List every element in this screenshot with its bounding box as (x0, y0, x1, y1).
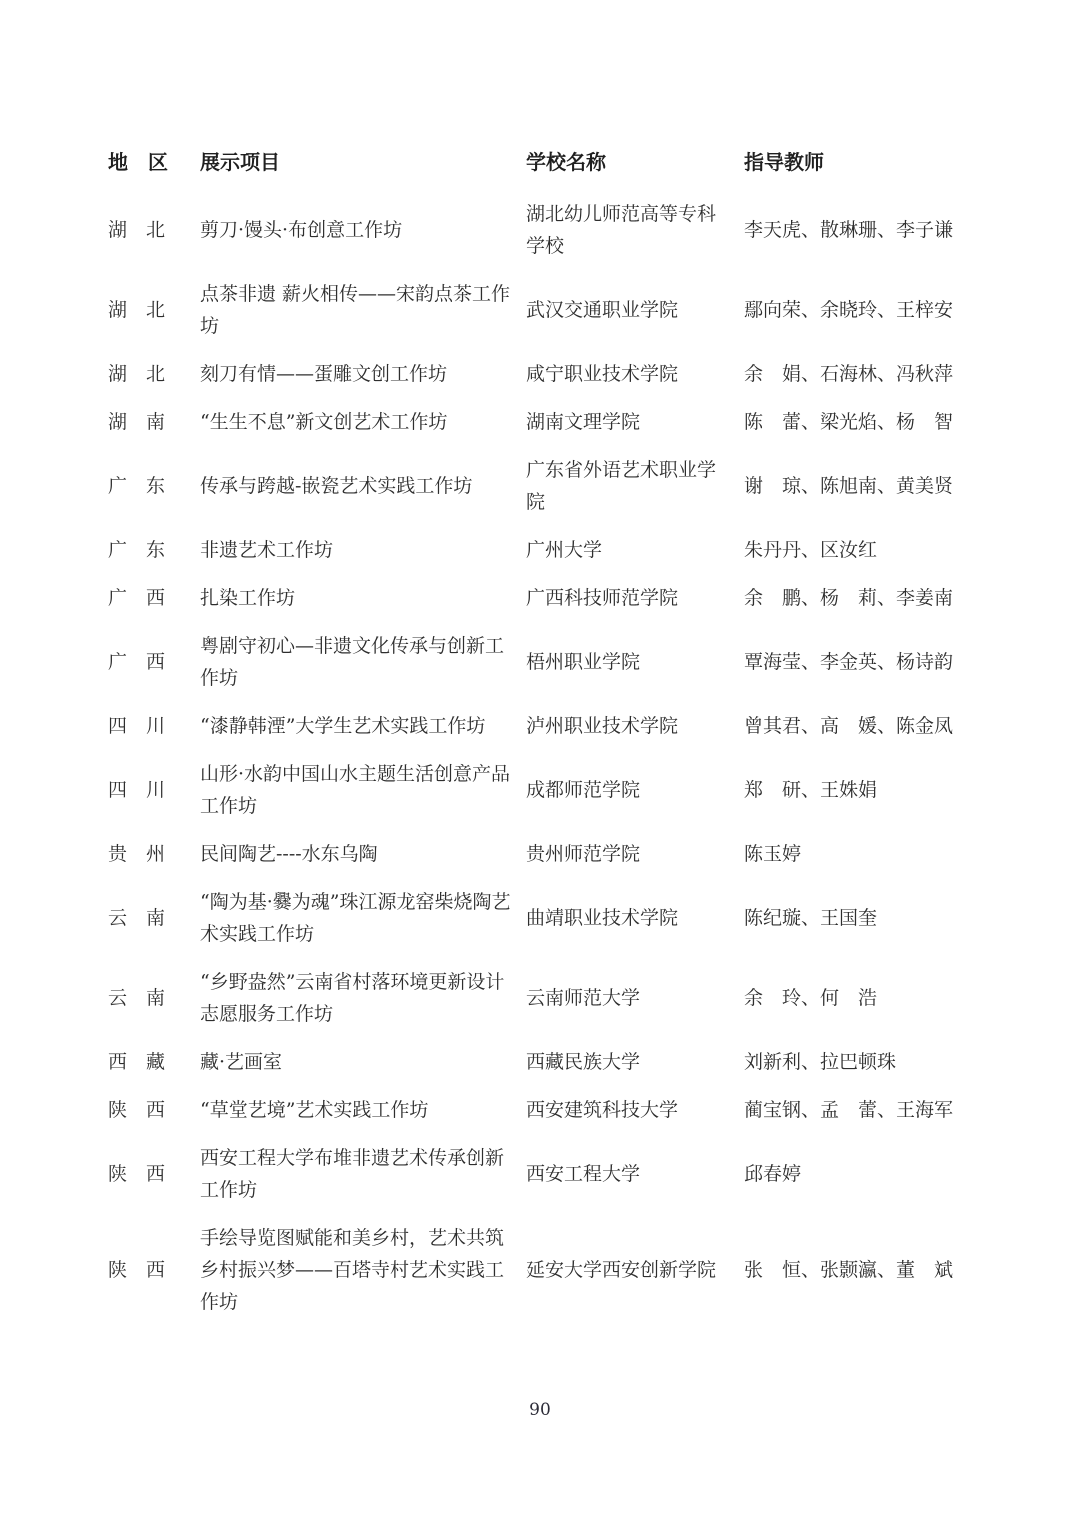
project-cell: 传承与跨越-嵌瓷艺术实践工作坊 (200, 475, 473, 497)
page-number: 90 (529, 1400, 551, 1420)
school-cell: 贵州师范学院 (526, 843, 641, 865)
table-row (108, 534, 970, 566)
region-cell: 广 东 (108, 475, 166, 497)
teachers-cell: 鄢向荣、余晓玲、王梓安 (744, 299, 954, 321)
teachers-cell: 朱丹丹、区汝红 (744, 539, 878, 561)
teachers-cell: 谢 琼、陈旭南、黄美贤 (744, 475, 954, 497)
table-header-row (108, 146, 970, 178)
header-project: 展示项目 (200, 150, 280, 174)
table-row (108, 966, 970, 1030)
school-cell: 西安建筑科技大学 (526, 1099, 679, 1121)
region-cell: 陕 西 (108, 1099, 166, 1121)
school-cell: 曲靖职业技术学院 (526, 907, 679, 929)
region-cell: 湖 北 (108, 219, 166, 241)
project-cell: “草堂艺境”艺术实践工作坊 (200, 1099, 429, 1121)
project-cell: 藏·艺画室 (200, 1051, 283, 1073)
teachers-cell: 曾其君、高 媛、陈金凤 (744, 715, 954, 737)
table-row (108, 630, 970, 694)
school-cell: 武汉交通职业学院 (526, 299, 679, 321)
project-cell: 西安工程大学布堆非遗艺术传承创新工作坊 (200, 1147, 505, 1201)
teachers-cell: 陈 蕾、梁光焰、杨 智 (744, 411, 954, 433)
school-cell: 梧州职业学院 (526, 651, 641, 673)
region-cell: 湖 北 (108, 363, 166, 385)
region-cell: 四 川 (108, 715, 166, 737)
project-cell: “漆静韩湮”大学生艺术实践工作坊 (200, 715, 486, 737)
table-body (108, 198, 970, 1318)
project-cell: 扎染工作坊 (200, 587, 296, 609)
school-cell: 延安大学西安创新学院 (526, 1259, 717, 1281)
region-cell: 云 南 (108, 987, 166, 1009)
teachers-cell: 余 娟、石海林、冯秋萍 (744, 363, 954, 385)
region-cell: 广 东 (108, 539, 166, 561)
school-cell: 湖南文理学院 (526, 411, 641, 433)
teachers-cell: 张 恒、张颢瀛、董 斌 (744, 1259, 954, 1281)
region-cell: 四 川 (108, 779, 166, 801)
school-cell: 西藏民族大学 (526, 1051, 641, 1073)
region-cell: 广 西 (108, 587, 166, 609)
project-cell: 山形·水韵中国山水主题生活创意产品工作坊 (200, 763, 511, 817)
region-cell: 陕 西 (108, 1163, 166, 1185)
header-school: 学校名称 (526, 150, 606, 174)
teachers-cell: 陈纪璇、王国奎 (744, 907, 878, 929)
teachers-cell: 陈玉婷 (744, 843, 802, 865)
school-cell: 咸宁职业技术学院 (526, 363, 679, 385)
school-cell: 广东省外语艺术职业学院 (526, 459, 717, 513)
table-row (108, 406, 970, 438)
region-cell: 广 西 (108, 651, 166, 673)
region-cell: 云 南 (108, 907, 166, 929)
school-cell: 云南师范大学 (526, 987, 641, 1009)
school-cell: 成都师范学院 (526, 779, 641, 801)
table-row (108, 278, 970, 342)
header-region: 地 区 (108, 150, 168, 174)
table-row (108, 582, 970, 614)
project-cell: 点茶非遗 薪火相传——宋韵点茶工作坊 (200, 283, 511, 337)
project-cell: 民间陶艺----水东乌陶 (200, 843, 378, 865)
table-row (108, 838, 970, 870)
table-row (108, 454, 970, 518)
project-cell: “陶为基·爨为魂”珠江源龙窑柴烧陶艺术实践工作坊 (200, 891, 511, 945)
teachers-cell: 余 玲、何 浩 (744, 987, 878, 1009)
project-cell: 非遗艺术工作坊 (200, 539, 334, 561)
table-row (108, 358, 970, 390)
table-row (108, 1046, 970, 1078)
project-cell: “乡野盎然”云南省村落环境更新设计志愿服务工作坊 (200, 971, 505, 1025)
region-cell: 西 藏 (108, 1051, 166, 1073)
region-cell: 湖 南 (108, 411, 166, 433)
teachers-cell: 邱春婷 (744, 1163, 802, 1185)
teachers-cell: 李天虎、散琳珊、李子谦 (744, 219, 954, 241)
project-cell: “生生不息”新文创艺术工作坊 (200, 411, 448, 433)
table-row (108, 758, 970, 822)
table-row (108, 886, 970, 950)
school-cell: 广西科技师范学院 (526, 587, 679, 609)
table-row (108, 1094, 970, 1126)
table-row (108, 198, 970, 262)
table-row (108, 1222, 970, 1318)
school-cell: 广州大学 (526, 539, 603, 561)
school-cell: 西安工程大学 (526, 1163, 641, 1185)
teachers-cell: 蔺宝钢、孟 蕾、王海军 (744, 1099, 954, 1121)
header-teachers: 指导教师 (744, 150, 824, 174)
school-cell: 泸州职业技术学院 (526, 715, 679, 737)
table-row (108, 1142, 970, 1206)
project-cell: 刻刀有情——蛋雕文创工作坊 (200, 363, 448, 385)
region-cell: 贵 州 (108, 843, 166, 865)
region-cell: 陕 西 (108, 1259, 166, 1281)
table-row (108, 710, 970, 742)
school-cell: 湖北幼儿师范高等专科学校 (526, 203, 717, 257)
project-cell: 手绘导览图赋能和美乡村，艺术共筑乡村振兴梦——百塔寺村艺术实践工作坊 (200, 1227, 505, 1313)
workshop-table (108, 146, 970, 1334)
project-cell: 粤剧守初心—非遗文化传承与创新工作坊 (200, 635, 505, 689)
teachers-cell: 刘新利、拉巴顿珠 (744, 1051, 897, 1073)
teachers-cell: 余 鹏、杨 莉、李姜南 (744, 587, 954, 609)
region-cell: 湖 北 (108, 299, 166, 321)
teachers-cell: 郑 研、王姝娟 (744, 779, 878, 801)
teachers-cell: 覃海莹、李金英、杨诗韵 (744, 651, 954, 673)
project-cell: 剪刀·馒头·布创意工作坊 (200, 219, 403, 241)
